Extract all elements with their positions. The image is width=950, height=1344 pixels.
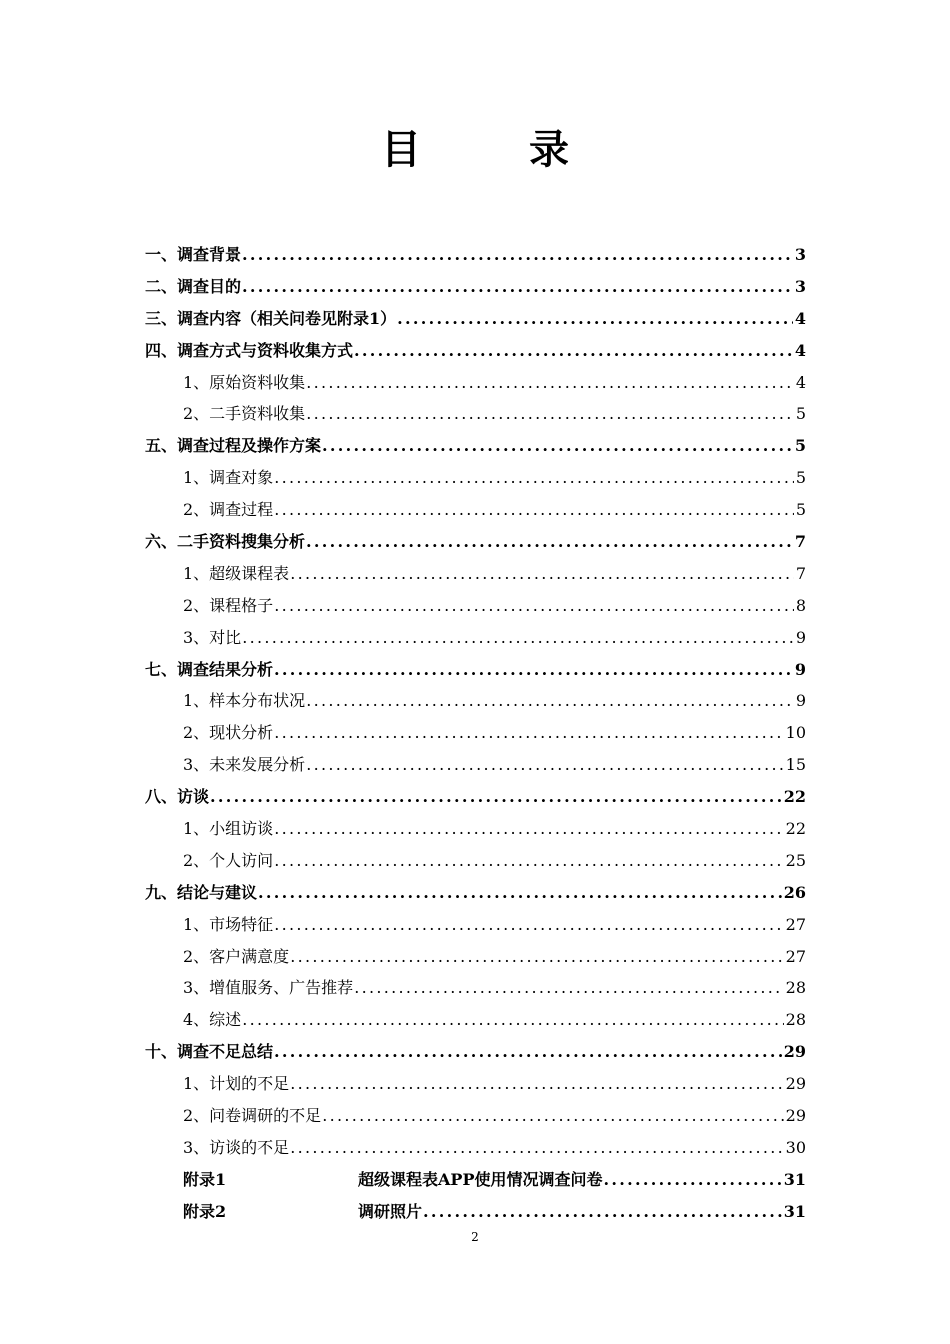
toc-subsection-entry[interactable]	[145, 558, 806, 590]
toc-entry-page: 8	[795, 595, 806, 615]
dot-leader	[274, 845, 783, 877]
dot-leader	[354, 335, 793, 367]
toc-entry-label: 3、未来发展分析	[183, 755, 306, 775]
toc-appendix-entry[interactable]	[145, 1196, 806, 1228]
toc-section-entry[interactable]	[145, 1036, 806, 1068]
toc-entry-label: 1、计划的不足	[183, 1074, 290, 1094]
dot-leader	[258, 877, 782, 909]
toc-entry-label: 1、小组访谈	[183, 819, 274, 839]
dot-leader	[274, 813, 783, 845]
dot-leader	[423, 1196, 782, 1228]
toc-entry-page: 5	[794, 436, 806, 456]
dot-leader	[242, 239, 793, 271]
toc-entry-label: 1、样本分布状况	[183, 691, 306, 711]
toc-section-entry[interactable]	[145, 239, 806, 271]
toc-entry-label: 调研照片	[358, 1201, 423, 1221]
toc-entry-label: 3、增值服务、广告推荐	[183, 978, 354, 998]
toc-entry-label: 4、综述	[183, 1010, 242, 1030]
dot-leader	[274, 590, 794, 622]
dot-leader	[306, 526, 793, 558]
dot-leader	[306, 749, 783, 781]
toc-entry-label: 2、调查过程	[183, 500, 274, 520]
toc-entry-page: 25	[785, 850, 806, 870]
dot-leader	[397, 303, 793, 335]
toc-entry-label: 六、二手资料搜集分析	[145, 532, 306, 552]
dot-leader	[242, 1004, 783, 1036]
dot-leader	[603, 1164, 781, 1196]
toc-entry-page: 5	[795, 500, 806, 520]
dot-leader	[274, 462, 794, 494]
toc-entry-label: 2、现状分析	[183, 723, 274, 743]
toc-entry-label: 一、调查背景	[145, 245, 242, 264]
toc-subsection-entry[interactable]	[145, 972, 806, 1004]
toc-entry-label: 二、调查目的	[145, 276, 242, 296]
dot-leader	[322, 1100, 783, 1132]
toc-entry-page: 9	[795, 627, 806, 647]
toc-subsection-entry[interactable]	[145, 1068, 806, 1100]
toc-entry-label: 七、调查结果分析	[145, 659, 274, 679]
toc-subsection-entry[interactable]	[145, 813, 806, 845]
toc-appendix-entry[interactable]	[145, 1164, 806, 1196]
toc-entry-label: 五、调查过程及操作方案	[145, 436, 322, 456]
toc-entry-label: 3、访谈的不足	[183, 1137, 290, 1157]
toc-entry-page: 28	[785, 978, 806, 998]
toc-subsection-entry[interactable]	[145, 1132, 806, 1164]
toc-entry-page: 10	[785, 723, 806, 743]
toc-subsection-entry[interactable]	[145, 622, 806, 654]
dot-leader	[274, 494, 794, 526]
toc-entry-page: 31	[783, 1169, 806, 1189]
toc-entry-label: 2、客户满意度	[183, 946, 290, 966]
toc-section-entry[interactable]	[145, 271, 806, 303]
toc-entry-label: 2、二手资料收集	[183, 404, 306, 424]
dot-leader	[290, 941, 783, 973]
toc-entry-page: 3	[794, 245, 806, 264]
toc-entry-page: 22	[785, 819, 806, 839]
dot-leader	[306, 685, 794, 717]
dot-leader	[306, 398, 794, 430]
toc-entry-label: 1、调查对象	[183, 468, 274, 488]
toc-entry-page: 27	[785, 946, 806, 966]
appendix-tag: 附录1	[183, 1169, 227, 1189]
dot-leader	[290, 558, 794, 590]
toc-entry-label: 3、对比	[183, 627, 242, 647]
toc-entry-label: 九、结论与建议	[145, 882, 258, 902]
dot-leader	[242, 271, 793, 303]
toc-entry-page: 22	[783, 787, 806, 807]
toc-entry-page: 7	[794, 532, 806, 552]
toc-subsection-entry[interactable]	[145, 1100, 806, 1132]
toc-entry-page: 9	[795, 691, 806, 711]
dot-leader	[274, 717, 783, 749]
toc-entry-page: 27	[785, 914, 806, 934]
toc-entry-label: 1、原始资料收集	[183, 372, 306, 392]
toc-subsection-entry[interactable]	[145, 845, 806, 877]
toc-entry-page: 5	[795, 468, 806, 488]
toc-entry-label: 2、个人访问	[183, 850, 274, 870]
toc-entry-page: 3	[794, 276, 806, 296]
toc-entry-label: 1、超级课程表	[183, 563, 290, 583]
table-of-contents	[145, 239, 806, 1228]
toc-section-entry[interactable]	[145, 877, 806, 909]
dot-leader	[210, 781, 782, 813]
dot-leader	[290, 1132, 783, 1164]
toc-entry-page: 31	[783, 1201, 806, 1221]
dot-leader	[306, 367, 794, 399]
toc-entry-label: 2、问卷调研的不足	[183, 1106, 322, 1126]
appendix-tag: 附录2	[183, 1201, 227, 1221]
dot-leader	[274, 654, 793, 686]
toc-entry-page: 30	[785, 1137, 806, 1157]
toc-entry-page: 9	[794, 659, 806, 679]
toc-entry-page: 4	[794, 308, 806, 328]
toc-entry-label: 超级课程表APP使用情况调查问卷	[358, 1169, 603, 1189]
toc-entry-label: 1、市场特征	[183, 914, 274, 934]
toc-subsection-entry[interactable]	[145, 941, 806, 973]
dot-leader	[274, 1036, 782, 1068]
toc-entry-page: 29	[783, 1042, 806, 1062]
dot-leader	[274, 909, 783, 941]
toc-subsection-entry[interactable]	[145, 685, 806, 717]
toc-subsection-entry[interactable]	[145, 494, 806, 526]
toc-section-entry[interactable]	[145, 430, 806, 462]
toc-subsection-entry[interactable]	[145, 367, 806, 399]
toc-entry-label: 八、访谈	[145, 787, 210, 807]
dot-leader	[242, 622, 794, 654]
toc-entry-page: 4	[794, 340, 806, 360]
page-title: 目 录	[381, 126, 603, 173]
toc-section-entry[interactable]	[145, 303, 806, 335]
toc-subsection-entry[interactable]	[145, 909, 806, 941]
toc-subsection-entry[interactable]	[145, 1004, 806, 1036]
toc-entry-page: 15	[785, 755, 806, 775]
toc-subsection-entry[interactable]	[145, 717, 806, 749]
dot-leader	[354, 972, 783, 1004]
toc-entry-label: 2、课程格子	[183, 595, 274, 615]
toc-subsection-entry[interactable]	[145, 749, 806, 781]
toc-entry-label: 十、调查不足总结	[145, 1042, 274, 1062]
toc-subsection-entry[interactable]	[145, 590, 806, 622]
page-number: 2	[471, 1230, 479, 1244]
toc-subsection-entry[interactable]	[145, 398, 806, 430]
dot-leader	[290, 1068, 783, 1100]
toc-entry-page: 29	[785, 1074, 806, 1094]
toc-entry-page: 7	[795, 563, 806, 583]
toc-subsection-entry[interactable]	[145, 462, 806, 494]
toc-section-entry[interactable]	[145, 335, 806, 367]
toc-section-entry[interactable]	[145, 781, 806, 813]
toc-entry-page: 5	[795, 404, 806, 424]
toc-entry-page: 26	[783, 882, 806, 902]
toc-entry-page: 28	[785, 1010, 806, 1030]
toc-entry-page: 29	[785, 1106, 806, 1126]
dot-leader	[322, 430, 793, 462]
toc-entry-page: 4	[795, 372, 806, 392]
toc-section-entry[interactable]	[145, 526, 806, 558]
toc-entry-label: 四、调查方式与资料收集方式	[145, 340, 354, 360]
toc-section-entry[interactable]	[145, 654, 806, 686]
toc-entry-label: 三、调查内容（相关问卷见附录1）	[145, 308, 397, 328]
